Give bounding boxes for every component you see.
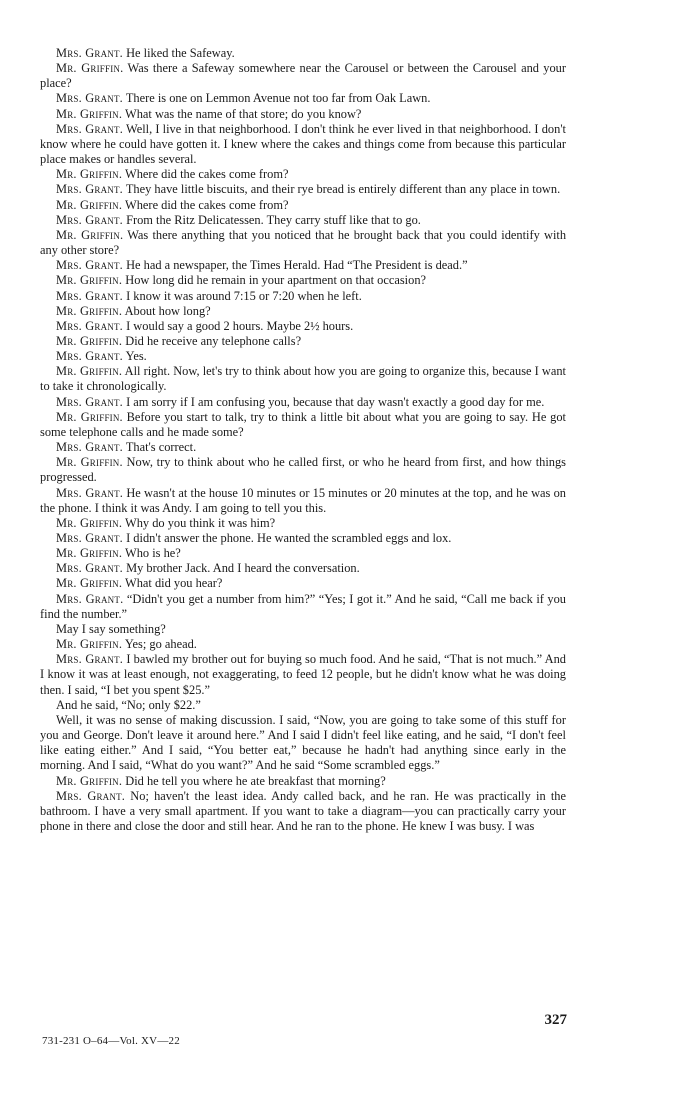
speech-text: I know it was around 7:15 or 7:20 when he left.: [126, 288, 362, 303]
speech-text: No; haven't the least idea. Andy called back, and he ran. He was practically in the bathroom. I have a very small apartment. If you want to take a diagram—you can practically carry your phone in there and close the door and still hear. And he ran to the phone. He knew I was busy. I was: [40, 788, 566, 833]
speaker-name: Mr. Griffin.: [56, 61, 124, 76]
speech-text: My brother Jack. And I heard the conversation.: [126, 561, 360, 576]
speech-text: He had a newspaper, the Times Herald. Had “The President is dead.”: [126, 258, 468, 273]
speech-text: They have little biscuits, and their rye bread is entirely different than any place in town.: [125, 182, 561, 197]
speech-text: Where did the cakes come from?: [125, 167, 289, 182]
speaker-name: Mrs. Grant.: [56, 46, 123, 60]
speech-text: All right. Now, let's try to think about how you are going to organize this, because I want to take it chronologically.: [40, 364, 566, 394]
speaker-name: Mr. Griffin.: [56, 197, 123, 212]
speaker-name: Mr. Griffin.: [56, 637, 123, 652]
speech-text: Before you start to talk, try to think a little bit about what you are going to say. He got some telephone calls and he made some?: [40, 409, 566, 439]
speech-text: From the Ritz Delicatessen. They carry stuff like that to go.: [126, 212, 421, 227]
transcript-paragraph: [40, 546, 566, 561]
speaker-name: Mr. Griffin.: [56, 515, 123, 530]
speech-text: Now, try to think about who he called first, or who he heard from first, and how things progressed.: [40, 455, 566, 485]
speech-text: What did you hear?: [125, 576, 223, 591]
transcript-paragraph: [40, 46, 566, 61]
speaker-name: Mr. Griffin.: [56, 773, 123, 788]
speaker-name: Mrs. Grant.: [56, 440, 123, 455]
speaker-name: Mrs. Grant.: [56, 182, 123, 197]
transcript-paragraph: [40, 774, 566, 789]
speaker-name: Mrs. Grant.: [56, 91, 123, 106]
speech-text: Well, I live in that neighborhood. I don't think he ever lived in that neighborhood. I don't know where he could have gotten it. I knew where the cakes and things come from because this particular place makes or handles several.: [40, 121, 566, 167]
transcript-paragraph: [40, 319, 566, 334]
speaker-name: Mr. Griffin.: [56, 273, 123, 288]
transcript-paragraph: [40, 273, 566, 288]
speaker-name: Mr. Griffin.: [56, 409, 123, 424]
transcript-paragraph: [40, 167, 566, 182]
speaker-name: Mr. Griffin.: [56, 227, 124, 242]
speech-text: Was there a Safeway somewhere near the Carousel or between the Carousel and your place?: [40, 61, 567, 91]
speaker-name: Mrs. Grant.: [56, 318, 123, 333]
speaker-name: Mr. Griffin.: [56, 364, 123, 379]
transcript-paragraph: [40, 486, 566, 516]
speech-text: Yes; go ahead.: [124, 637, 197, 652]
speech-text: There is one on Lemmon Avenue not too far from Oak Lawn.: [125, 91, 431, 106]
speech-text: I didn't answer the phone. He wanted the scrambled eggs and lox.: [126, 531, 452, 545]
speaker-name: Mrs. Grant.: [56, 121, 124, 136]
transcript-paragraph: [40, 61, 566, 91]
speech-text: Well, it was no sense of making discussion. I said, “Now, you are going to take some of this stuff for you and George. Don't leave it around here.” And I said I didn't feel like eating, and he said, “I don't feel like eating either.” And I said, “You better eat,” because he hadn't had anything since early in the morning. And I said, “What do you want?” And he said “Some scrambled eggs.”: [40, 712, 566, 773]
speaker-name: Mr. Griffin.: [56, 333, 123, 348]
transcript-body: [40, 46, 566, 834]
transcript-paragraph: [40, 410, 566, 440]
transcript-paragraph: [40, 698, 566, 713]
speaker-name: Mr. Griffin.: [56, 546, 123, 561]
transcript-paragraph: [40, 561, 566, 576]
transcript-paragraph: [40, 198, 566, 213]
transcript-paragraph: [40, 576, 566, 591]
speaker-name: Mrs. Grant.: [56, 788, 126, 803]
speaker-name: Mrs. Grant.: [56, 561, 123, 576]
footer-print-code: 731-231 O–64—Vol. XV—22: [42, 1035, 180, 1047]
transcript-paragraph: [40, 364, 566, 394]
transcript-paragraph: [40, 516, 566, 531]
speech-text: Yes.: [125, 349, 147, 364]
transcript-paragraph: [40, 713, 566, 774]
speaker-name: Mrs. Grant.: [56, 652, 124, 667]
transcript-paragraph: [40, 395, 566, 410]
speaker-name: Mrs. Grant.: [56, 394, 123, 409]
transcript-paragraph: [40, 652, 566, 697]
transcript-paragraph: [40, 637, 566, 652]
speech-text: Did he tell you where he ate breakfast that morning?: [125, 773, 386, 788]
speech-text: How long did he remain in your apartment on that occasion?: [125, 273, 427, 288]
transcript-paragraph: [40, 531, 566, 546]
transcript-paragraph: [40, 440, 566, 455]
transcript-paragraph: [40, 789, 566, 834]
transcript-paragraph: [40, 334, 566, 349]
speech-text: Who is he?: [125, 546, 181, 561]
page-number: 327: [544, 1012, 567, 1028]
transcript-paragraph: [40, 182, 566, 197]
speaker-name: Mr. Griffin.: [56, 455, 123, 470]
speech-text: May I say something?: [56, 621, 166, 636]
speaker-name: Mrs. Grant.: [56, 485, 124, 500]
speech-text: That's correct.: [125, 440, 197, 455]
transcript-paragraph: [40, 304, 566, 319]
speech-text: Why do you think it was him?: [125, 515, 276, 530]
transcript-paragraph: [40, 228, 566, 258]
transcript-paragraph: [40, 349, 566, 364]
speech-text: What was the name of that store; do you know?: [125, 106, 362, 121]
speech-text: I would say a good 2 hours. Maybe 2½ hours.: [126, 318, 354, 333]
speaker-name: Mrs. Grant.: [56, 531, 123, 545]
speaker-name: Mrs. Grant.: [56, 349, 123, 364]
transcript-paragraph: [40, 258, 566, 273]
speech-text: Did he receive any telephone calls?: [125, 333, 302, 348]
speech-text: He liked the Safeway.: [126, 46, 235, 60]
transcript-paragraph: [40, 455, 566, 485]
speaker-name: Mrs. Grant.: [56, 288, 123, 303]
speaker-name: Mrs. Grant.: [56, 591, 124, 606]
transcript-paragraph: [40, 289, 566, 304]
transcript-paragraph: [40, 107, 566, 122]
speech-text: And he said, “No; only $22.”: [56, 697, 201, 712]
speaker-name: Mr. Griffin.: [56, 576, 123, 591]
transcript-paragraph: [40, 91, 566, 106]
transcript-paragraph: [40, 213, 566, 228]
speech-text: He wasn't at the house 10 minutes or 15 minutes or 20 minutes at the top, and he was on the phone. I think it was Andy. I am going to tell you this.: [40, 485, 566, 515]
transcript-paragraph: [40, 592, 566, 622]
speaker-name: Mr. Griffin.: [56, 106, 123, 121]
speaker-name: Mr. Griffin.: [56, 167, 123, 182]
speech-text: About how long?: [124, 303, 211, 318]
speaker-name: Mrs. Grant.: [56, 212, 123, 227]
speech-text: I bawled my brother out for buying so much food. And he said, “That is not much.” And I know it was at least enough, not exaggerating, to feed 12 people, but he didn't know what he was doing then. I said, “I bet you spent $25.”: [40, 652, 566, 697]
speaker-name: Mrs. Grant.: [56, 258, 123, 273]
transcript-paragraph: [40, 122, 566, 167]
speech-text: “Didn't you get a number from him?” “Yes; I got it.” And he said, “Call me back if you find the number.”: [40, 591, 566, 621]
transcript-paragraph: [40, 622, 566, 637]
speech-text: I am sorry if I am confusing you, because that day wasn't exactly a good day for me.: [126, 394, 545, 409]
speech-text: Where did the cakes come from?: [125, 197, 289, 212]
speech-text: Was there anything that you noticed that he brought back that you could identify with any other store?: [40, 227, 567, 258]
speaker-name: Mr. Griffin.: [56, 303, 123, 318]
